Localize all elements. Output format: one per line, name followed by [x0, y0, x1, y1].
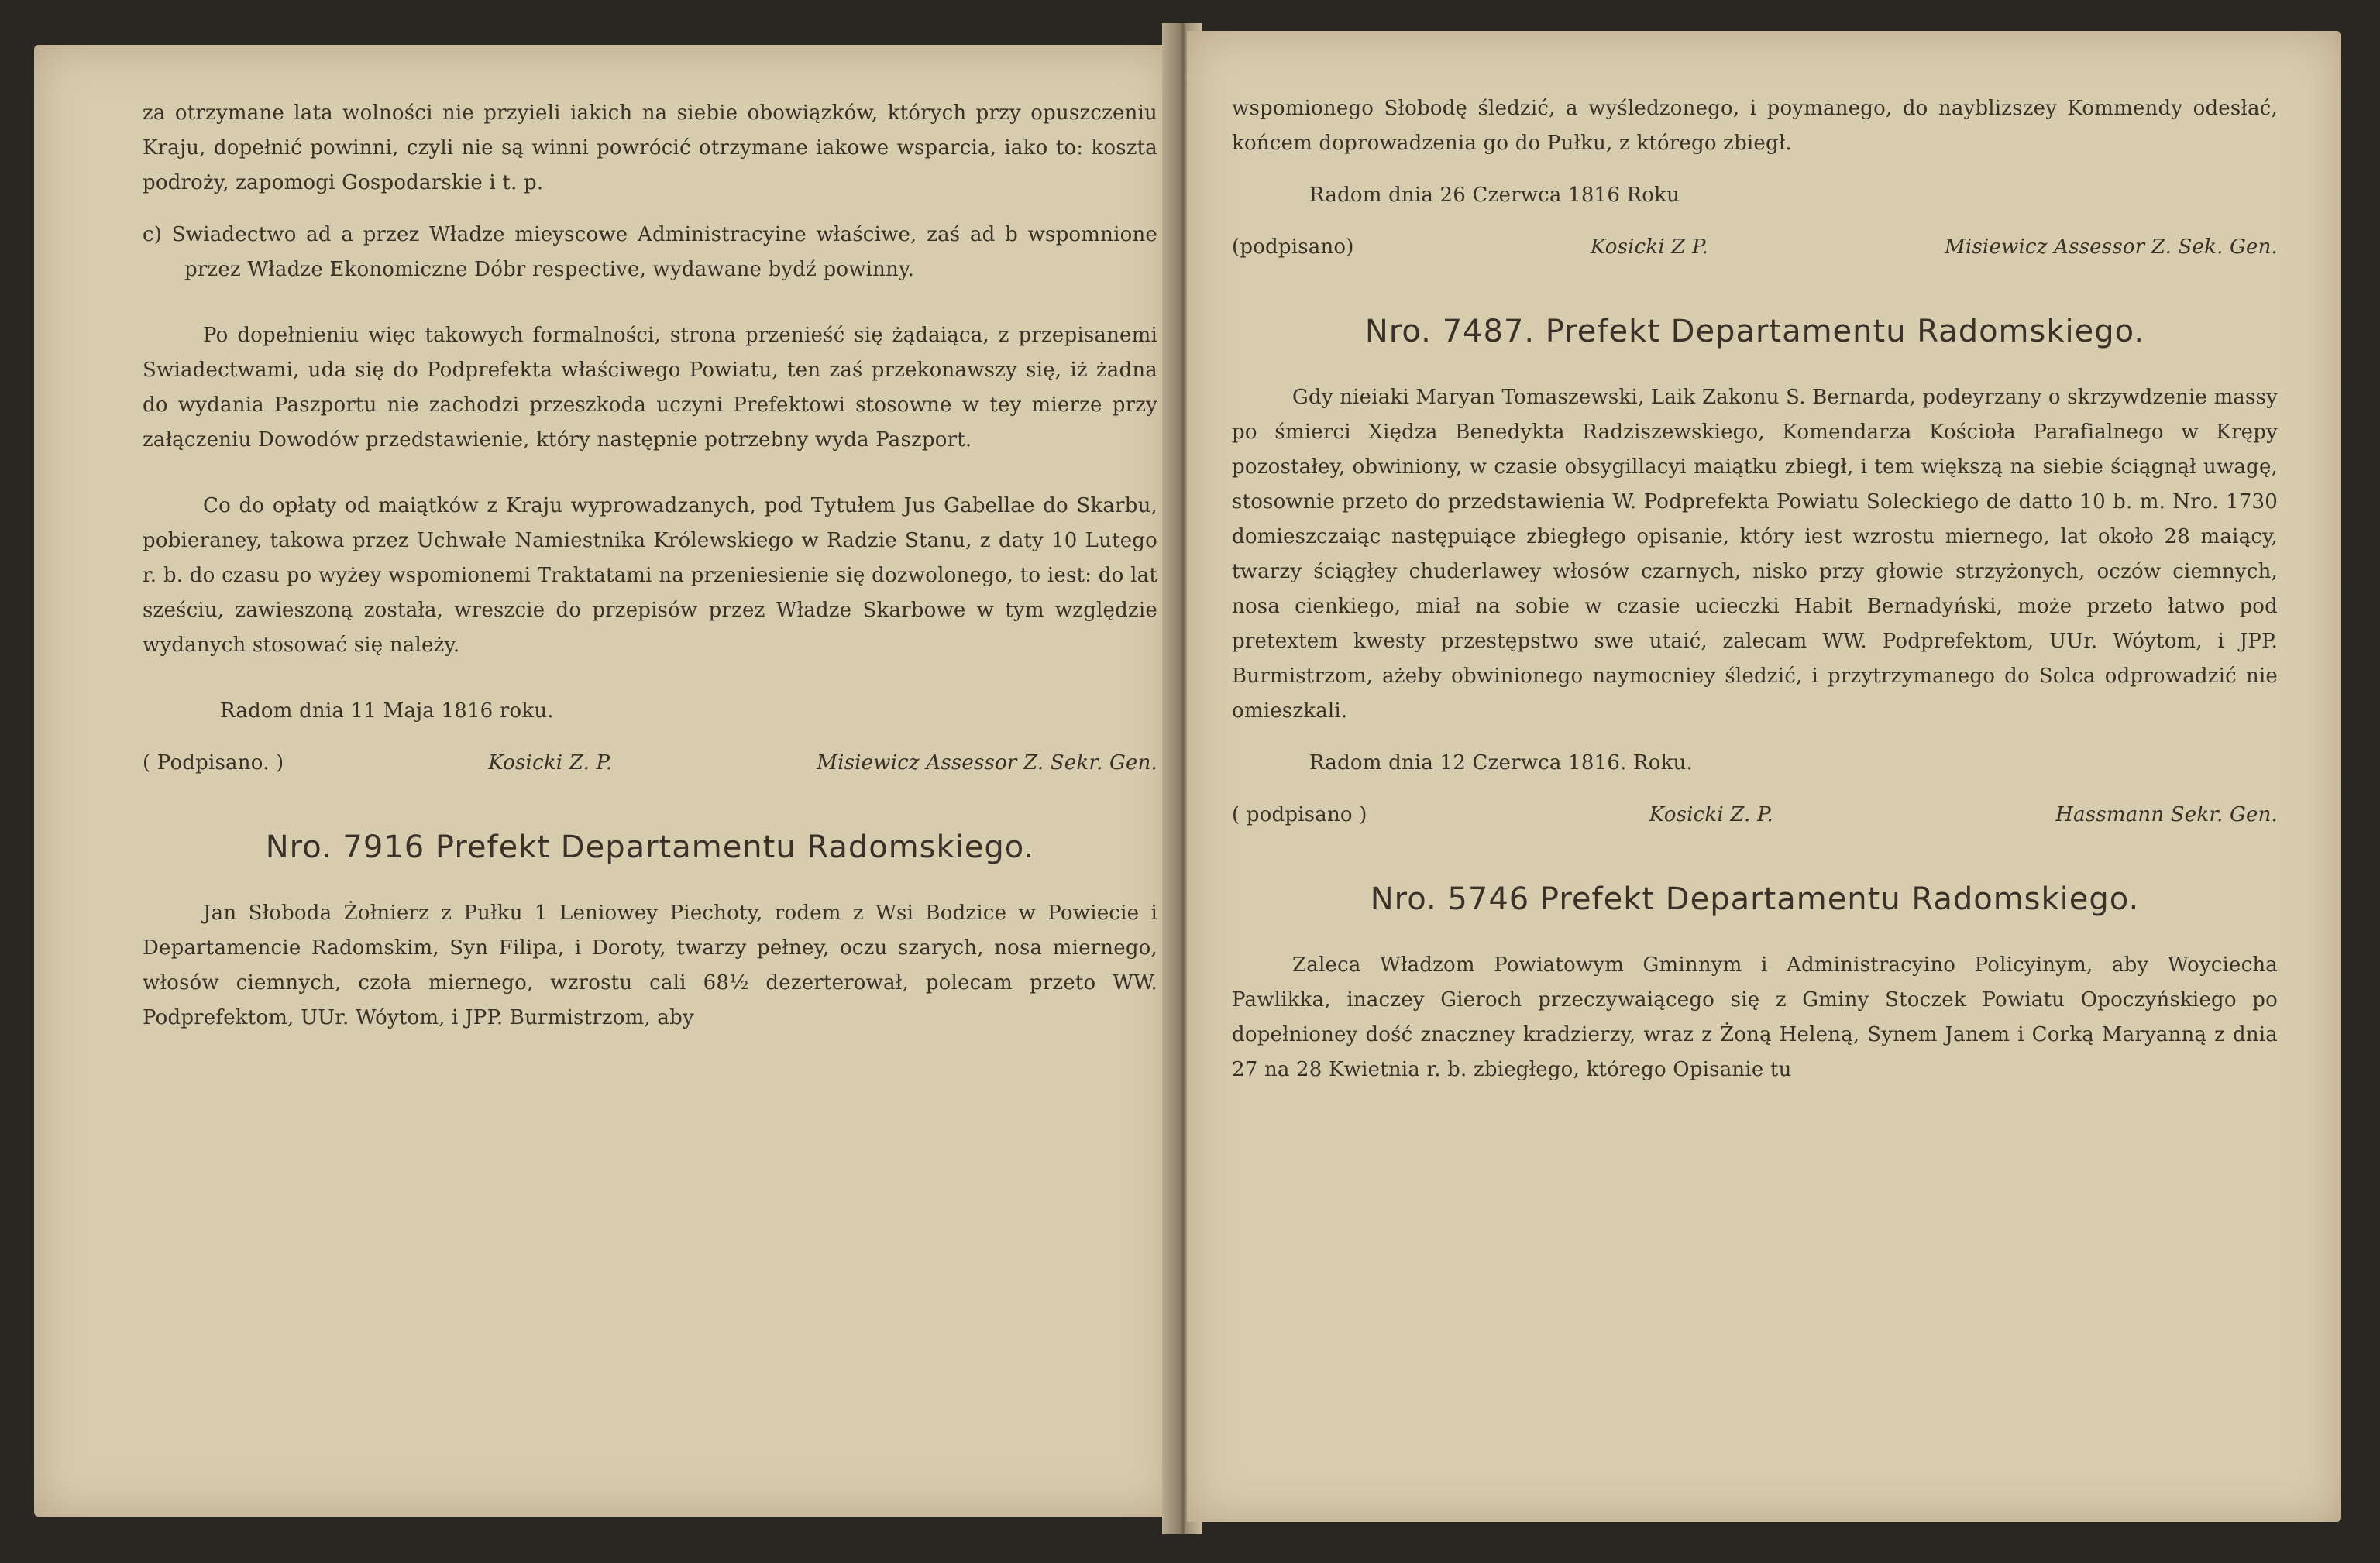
right-signature-line-2: [1232, 798, 2278, 833]
right-signature-1-a: Kosicki Z P.: [1590, 235, 1708, 259]
right-signature-2-a: Kosicki Z. P.: [1649, 803, 1773, 826]
right-section-heading-2: Nro. 5746 Prefekt Departamentu Radomskiego.: [1370, 881, 2140, 917]
left-paragraph-2: c) Swiadectwo ad a przez Władze mieyscowe Administracyine właściwe, zaś ad b wspomnione przez Władze Ekonomiczne Dóbr respective, wydawane bydź powinny.: [143, 223, 1157, 281]
right-date-line-1: Radom dnia 26 Czerwca 1816 Roku: [1309, 184, 1680, 207]
right-section-heading-1: Nro. 7487. Prefekt Departamentu Radomskiego.: [1364, 314, 2145, 349]
right-page: [1187, 31, 2341, 1522]
right-signature-2-b: Hassmann Sekr. Gen.: [2055, 803, 2278, 826]
left-signature-1: Kosicki Z. P.: [488, 751, 613, 775]
right-signature-1-label: (podpisano): [1232, 235, 1354, 259]
left-signature-line: [143, 746, 1157, 781]
left-date-line: Radom dnia 11 Maja 1816 roku.: [220, 699, 554, 723]
left-signature-2: Misiewicz Assessor Z. Sekr. Gen.: [817, 751, 1157, 775]
left-paragraph-3: Po dopełnieniu więc takowych formalności, strona przenieść się żądaiąca, z przepisanemi Swiadectwami, uda się do Podprefekta właściwego Powiatu, ten zaś przekonawszy się, iż żadna do wydania Paszportu nie zachodzi przeszkoda uczyni Prefektowi stosowne w tey mierze przy załączeniu Dowodów przedstawienie, który następnie potrzebny wyda Paszport.: [143, 324, 1157, 452]
left-page: [34, 45, 1173, 1517]
right-paragraph-2: Gdy nieiaki Maryan Tomaszewski, Laik Zakonu S. Bernarda, podeyrzany o skrzywdzenie massy po śmierci Xiędza Benedykta Radziszewskiego, Komendarza Kościoła Parafialnego w Krępy pozostałey, obwiniony, w czasie obsygillacyi maiątku zbiegł, i tem większą na siebie ściągnął uwagę, stosownie przeto do przedstawienia W. Podprefekta Powiatu Soleckiego de datto 10 b. m. Nro. 1730 domieszczaiąc następuiące zbiegłego opisanie, który iest wzrostu miernego, lat około 28 maiący, twarzy ściągłey chuderlawey włosów czarnych, nisko przy głowie strzyżonych, oczów ciemnych, nosa cienkiego, miał na sobie w czasie ucieczki Habit Bernadyński, może przeto łatwo pod pretextem kwesty przestępstwo swe utaić, zalecam WW. Podprefektom, UUr. Wóytom, i JPP. Burmistrzom, ażeby obwinionego naymocniey śledzić, i przytrzymanego do Solca odprowadzić nie omieszkali.: [1232, 386, 2278, 723]
left-section-heading: Nro. 7916 Prefekt Departamentu Radomskiego.: [265, 830, 1035, 865]
left-signature-label: ( Podpisano. ): [143, 751, 284, 775]
right-signature-1-b: Misiewicz Assessor Z. Sek. Gen.: [1945, 235, 2278, 259]
right-paragraph-1: wspomionego Słobodę śledzić, a wyśledzonego, i poymanego, do nayblizszey Kommendy odesłać, końcem doprowadzenia go do Pułku, z którego zbiegł.: [1232, 97, 2278, 155]
left-paragraph-1: za otrzymane lata wolności nie przyieli iakich na siebie obowiązków, których przy opuszczeniu Kraju, dopełnić powinni, czyli nie są winni powrócić otrzymane iakowe wsparcia, iako to: koszta podroży, zapomogi Gospodarskie i t. p.: [143, 101, 1157, 194]
left-text-column: [143, 96, 1157, 1036]
right-paragraph-3: Zaleca Władzom Powiatowym Gminnym i Administracyino Policyinym, aby Woyciecha Pawlikka, inaczey Gieroch przeczywaiącego się z Gminy Stoczek Powiatu Opoczyńskiego po dopełnioney dość znaczney kradzierzy, wraz z Żoną Heleną, Synem Janem i Corką Maryanną z dnia 27 na 28 Kwietnia r. b. zbiegłego, którego Opisanie tu: [1232, 953, 2278, 1081]
right-signature-line-1: [1232, 230, 2278, 265]
left-paragraph-4: Co do opłaty od maiątków z Kraju wyprowadzanych, pod Tytułem Jus Gabellae do Skarbu, pobieraney, takowa przez Uchwałe Namiestnika Królewskiego w Radzie Stanu, z daty 10 Lutego r. b. do czasu po wyżey wspomionemi Traktatami na przeniesienie się dozwolonego, to iest: do lat sześciu, zawieszoną została, wreszcie do przepisów przez Władze Skarbowe w tym względzie wydanych stosować się należy.: [143, 494, 1157, 657]
right-date-line-2: Radom dnia 12 Czerwca 1816. Roku.: [1309, 751, 1693, 775]
right-text-column: [1232, 91, 2278, 1087]
left-paragraph-5: Jan Słoboda Żołnierz z Pułku 1 Leniowey Piechoty, rodem z Wsi Bodzice w Powiecie i Departamencie Radomskim, Syn Filipa, i Doroty, twarzy pełney, oczu szarych, nosa miernego, włosów ciemnych, czoła miernego, wzrostu cali 68½ dezerterował, polecam przeto WW. Podprefektom, UUr. Wóytom, i JPP. Burmistrzom, aby: [143, 902, 1157, 1029]
right-signature-2-label: ( podpisano ): [1232, 803, 1367, 826]
